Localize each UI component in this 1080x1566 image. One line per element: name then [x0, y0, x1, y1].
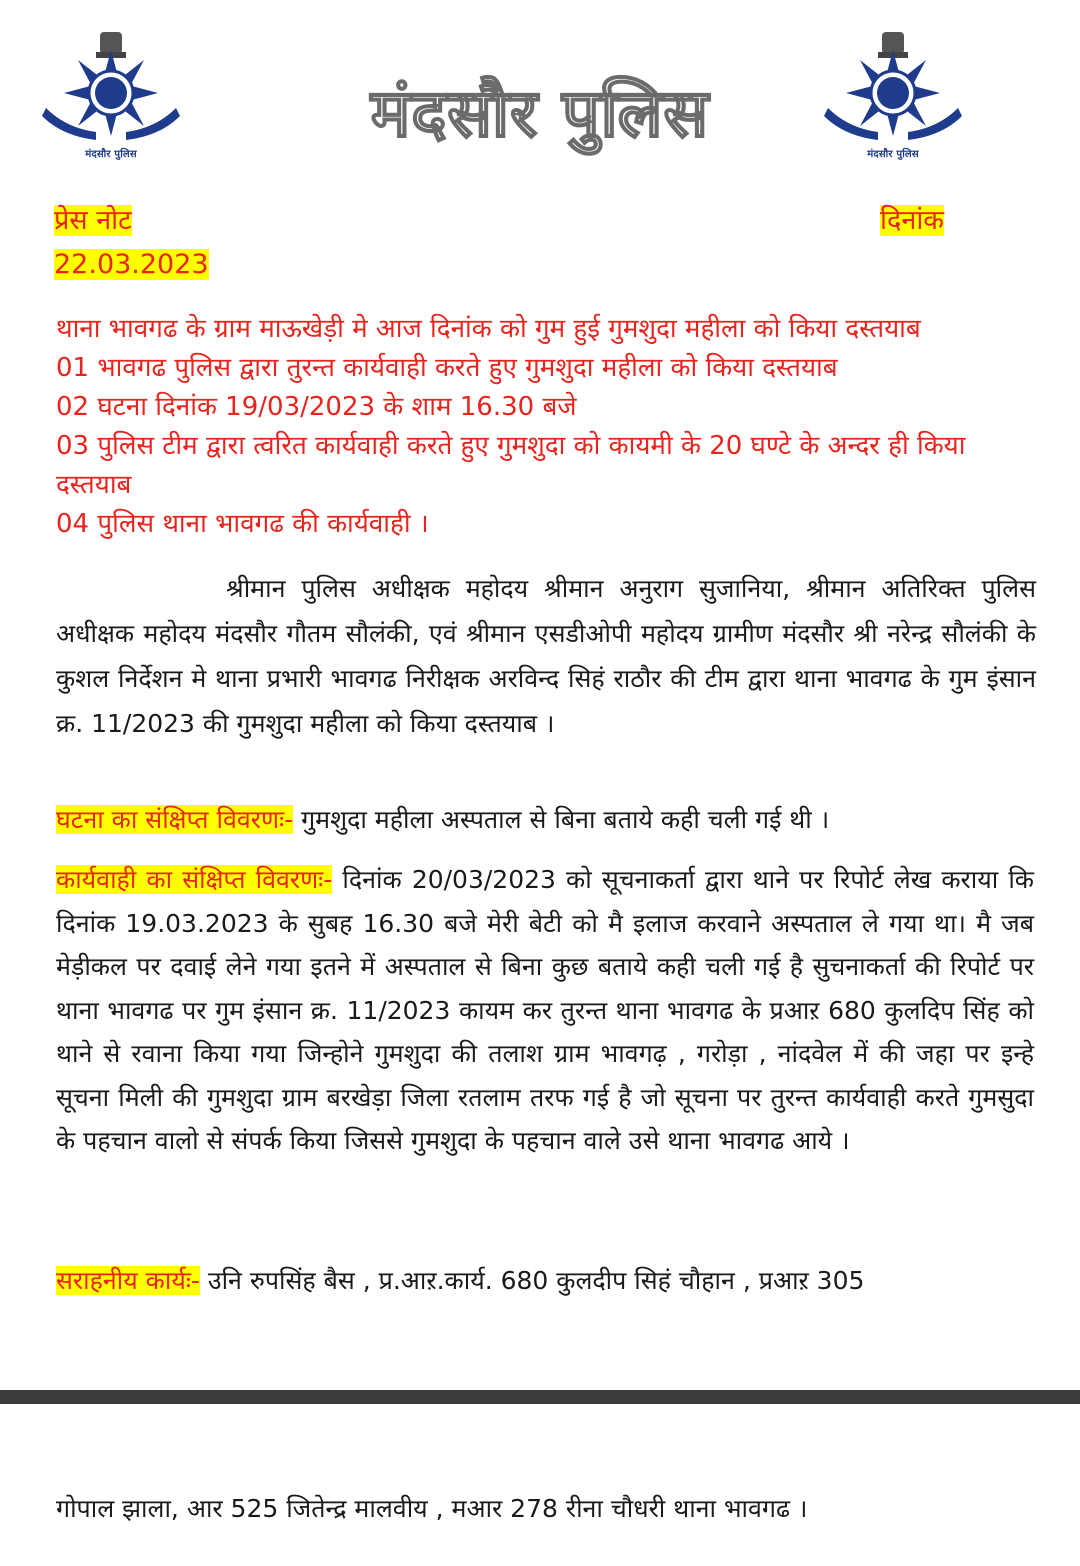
- mp-police-emblem-icon: [818, 28, 968, 148]
- incident-label: घटना का संक्षिप्त विवरणः-: [56, 805, 294, 834]
- headline-item: 04 पुलिस थाना भावगढ की कार्यवाही ।: [56, 509, 429, 539]
- footer-line: गोपाल झाला, आर 525 जितेन्द्र मालवीय , मआर 278 रीना चौधरी थाना भावगढ ।: [56, 1494, 808, 1523]
- headline-item: थाना भावगढ के ग्राम माऊखेड़ी मे आज दिनांक को गुम हुई गुमशुदा महीला को किया दस्तयाब: [56, 314, 921, 344]
- action-label: कार्यवाही का संक्षिप्त विवरणः-: [56, 865, 333, 894]
- date-label: दिनांक: [880, 205, 945, 236]
- incident-summary: [56, 800, 1046, 840]
- incident-text: गुमशुदा महीला अस्पताल से बिना बताये कही चली गई थी ।: [293, 805, 830, 834]
- headline-list: [56, 310, 1040, 544]
- emblem-caption: मंदसौर पुलिस: [85, 149, 137, 160]
- action-summary: [56, 858, 1034, 1163]
- headline-item: 01 भावगढ पुलिस द्वारा तुरन्त कार्यवाही करते हुए गुमशुदा महीला को किया दस्तयाब: [56, 353, 838, 383]
- praise-text: उनि रुपसिंह बैस , प्र.आऱ.कार्य. 680 कुलदीप सिहं चौहान , प्रआऱ 305: [199, 1266, 865, 1295]
- press-note-label: प्रेस नोट: [54, 205, 132, 236]
- page-divider: [0, 1390, 1080, 1404]
- press-note-date: 22.03.2023: [54, 249, 209, 280]
- praise-label: सराहनीय कार्यः-: [56, 1266, 200, 1295]
- emblem-caption: मंदसौर पुलिस: [867, 149, 919, 160]
- police-emblem-right: [818, 28, 968, 163]
- police-emblem-left: [36, 28, 186, 163]
- mp-police-emblem-icon: [36, 28, 186, 148]
- masthead-title: मंदसौर पुलिस: [370, 74, 710, 152]
- intro-paragraph: [56, 566, 1036, 746]
- intro-text: श्रीमान पुलिस अधीक्षक महोदय श्रीमान अनुराग सुजानिया, श्रीमान अतिरिक्त पुलिस अधीक्षक महोदय मंदसौर गौतम सौलंकी, एवं श्रीमान एसडीओपी महोदय ग्रामीण मंदसौर श्री नरेन्द्र सौलंकी के कुशल निर्देशन मे थाना प्रभारी भावगढ निरीक्षक अरविन्द सिहं राठौर की टीम द्वारा थाना भावगढ के गुम इंसान क्र. 11/2023 की गुमशुदा महीला को किया दस्तयाब ।: [56, 574, 1036, 738]
- praise-line: [56, 1260, 1066, 1302]
- action-text: दिनांक 20/03/2023 को सूचनाकर्ता द्वारा थाने पर रिपोर्ट लेख कराया कि दिनांक 19.03.2023 के सुबह 16.30 बजे मेरी बेटी को मै इलाज करवाने अस्पताल ले गया था। मै जब मेड़ीकल पर दवाई लेने गया इतने में अस्पताल से बिना कुछ बताये कही चली गई है सुचनाकर्ता की रिपोर्ट पर थाना भावगढ पर गुम इंसान क्र. 11/2023 कायम कर तुरन्त थाना भावगढ के प्रआऱ 680 कुलदिप सिंह को थाने से रवाना किया गया जिन्होने गुमशुदा की तलाश ग्राम भावगढ़ , गरोड़ा , नांदवेल में की जहा पर इन्हे सूचना मिली की गुमशुदा ग्राम बरखेड़ा जिला रतलाम तरफ गई है जो सूचना पर तुरन्त कार्यवाही करते गुमसुदा के पहचान वालो से संपर्क किया जिससे गुमशुदा के पहचान वाले उसे थाना भावगढ आये ।: [56, 865, 1035, 1155]
- headline-item: 03 पुलिस टीम द्वारा त्वरित कार्यवाही करते हुए गुमशुदा को कायमी के 20 घण्टे के अन्दर ही किया दस्तयाब: [56, 431, 966, 500]
- headline-item: 02 घटना दिनांक 19/03/2023 के शाम 16.30 बजे: [56, 392, 577, 422]
